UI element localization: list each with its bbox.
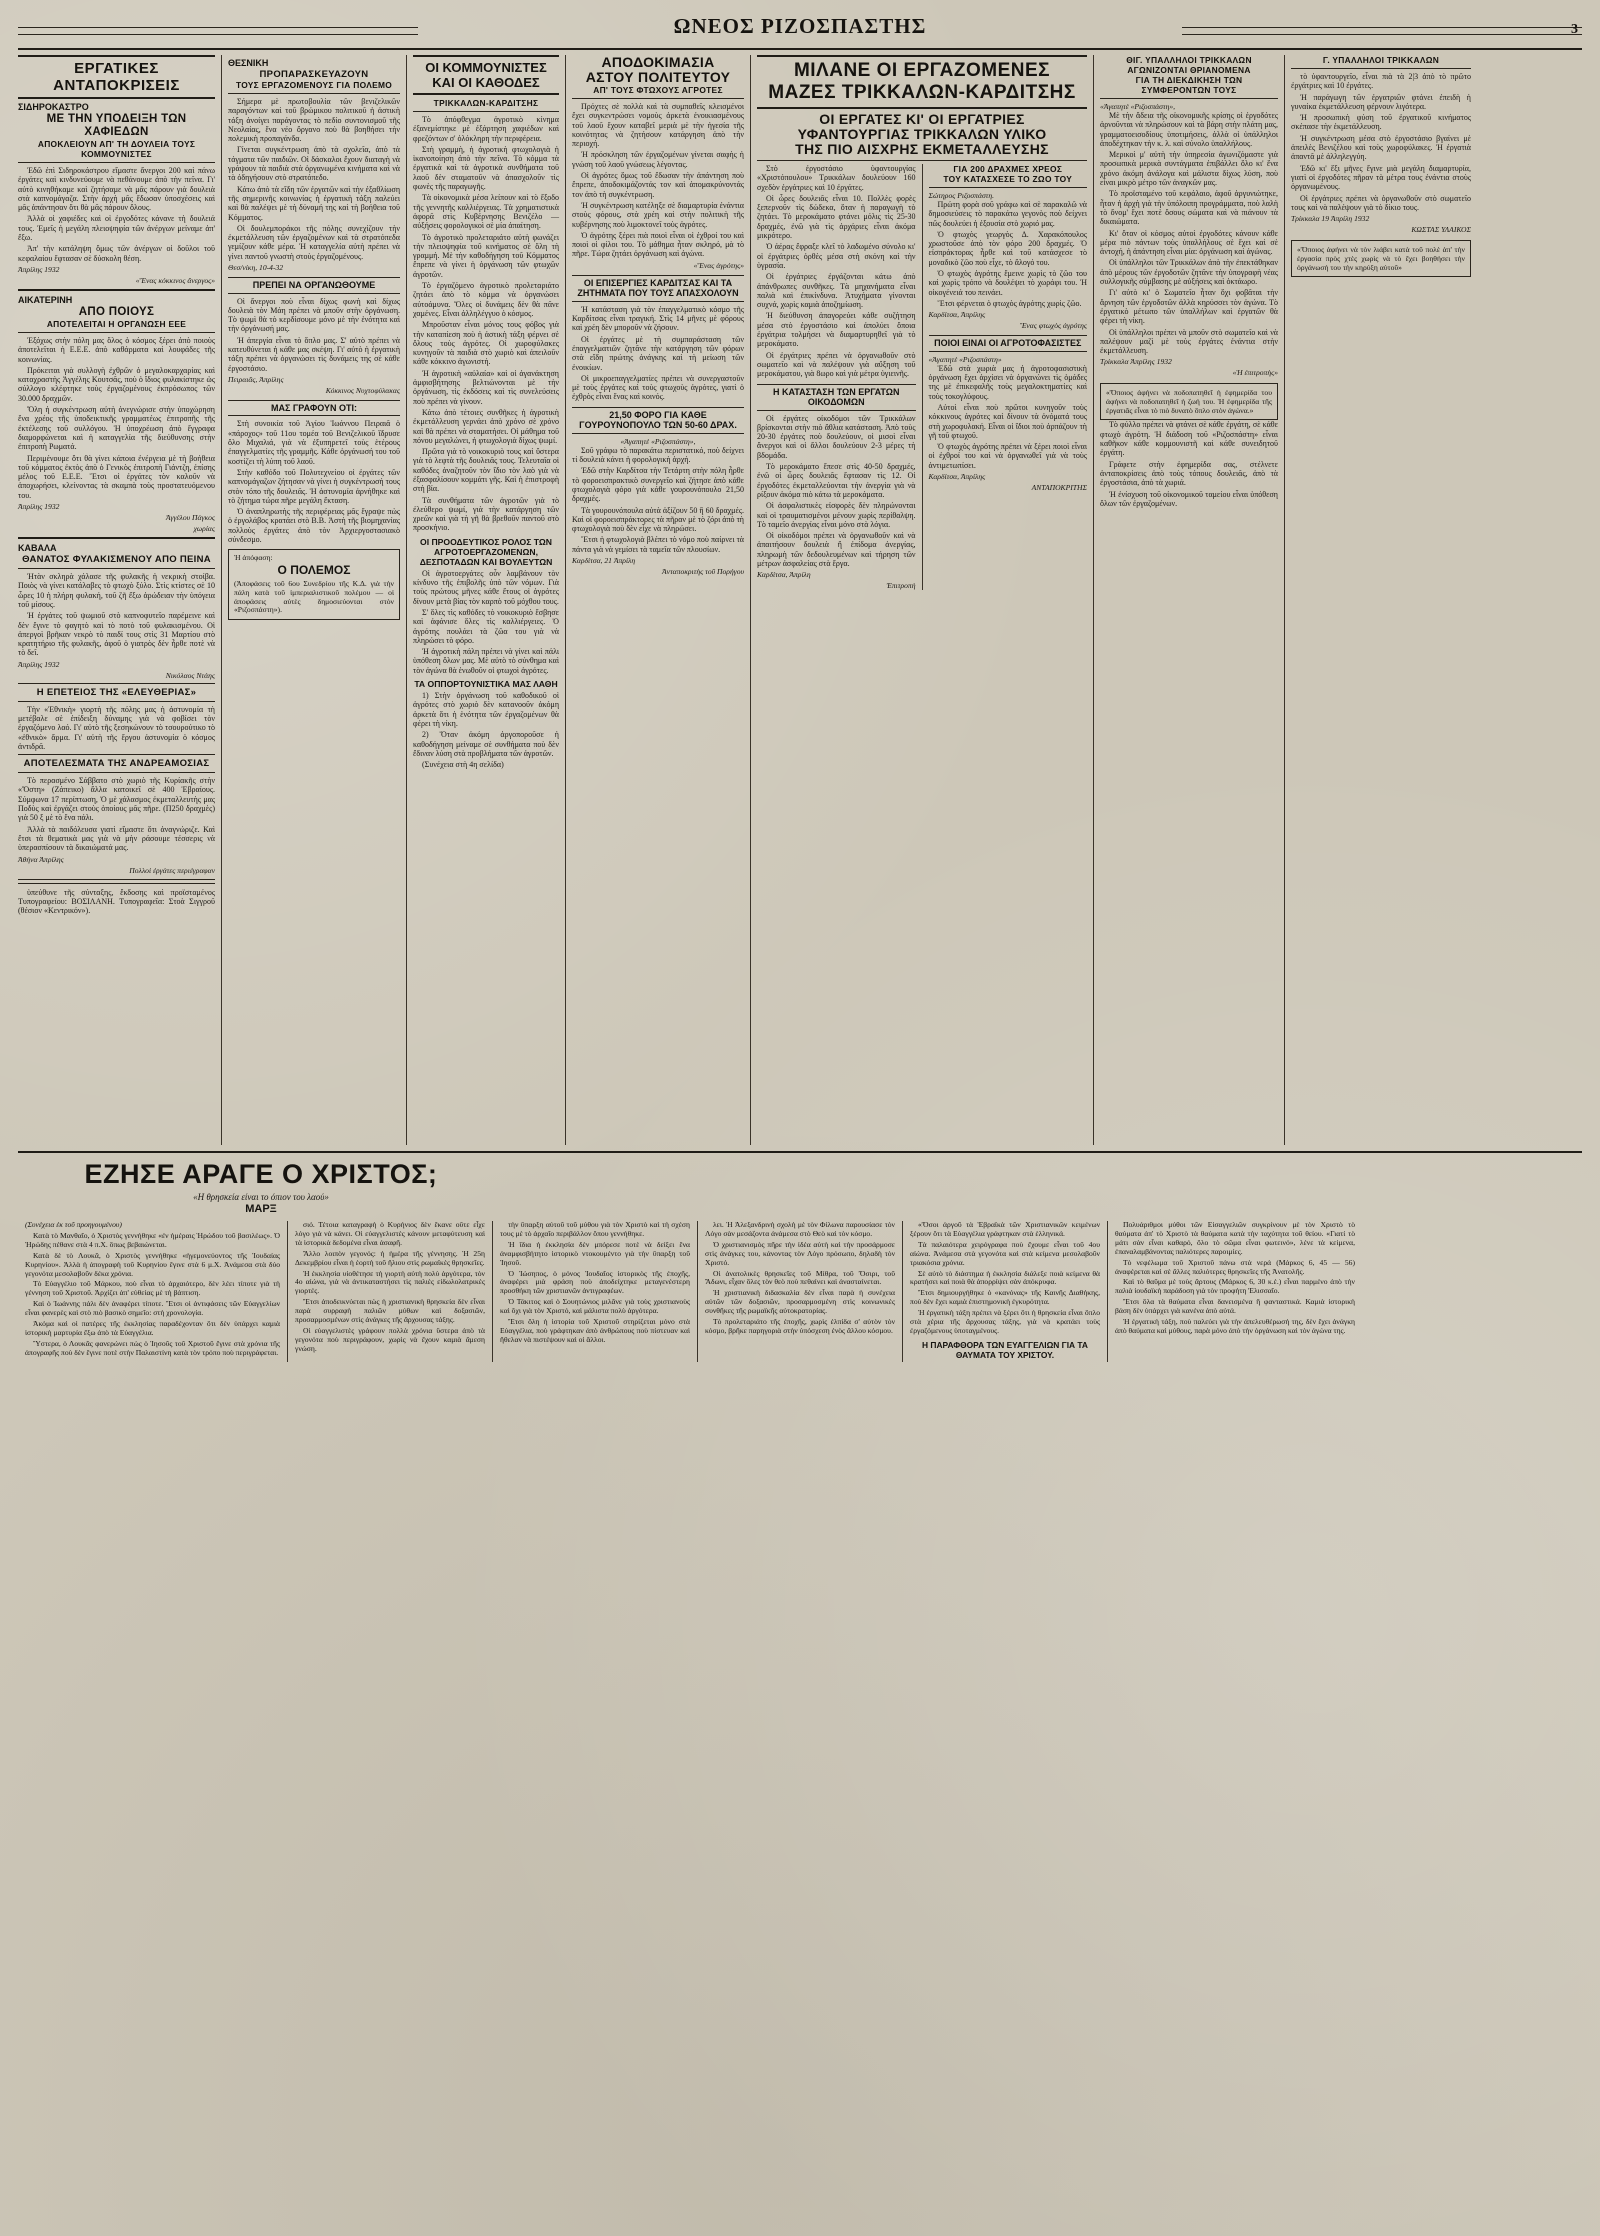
paragraph: Ἡ ἀγροτικὴ πάλη πρέπει νὰ γίνει καὶ πάλι ὑπόθεση ὅλων μας. Μὲ αὐτὸ τὸ σύνθημα καὶ τὸν ἀγώνα θὰ ἑνωθοῦν οἱ φτωχοὶ ἀγρότες. — [413, 647, 559, 675]
banner-working-masses: ΜΙΛΑΝΕ ΟΙ ΕΡΓΑΖΟΜΕΝΕΣ ΜΑΖΕΣ ΤΡΙΚΚΑΛΩΝ-ΚΑΡΔΙΤΣΗΣ — [757, 55, 1087, 109]
paragraph: Τὰ παλαιότερα χειρόγραφα ποὺ ἔχουμε εἶναι τοῦ 4ου αἰώνα. Ἀνάμεσα στὰ γεγονότα καὶ στὰ κείμενα μεσολαβοῦν τριακόσια χρόνια. — [910, 1239, 1100, 1267]
headline-b1a: ΠΡΟΠΑΡΑΣΚΕΥΑΖΟΥΝ — [259, 69, 369, 80]
paragraph: Ἔτσι δημιουργήθηκε ὁ «κανόνας» τῆς Καινῆς Διαθήκης, ποὺ δὲν ἔχει καμιὰ ἐπιστημονικὴ ἐγκυρότητα. — [910, 1288, 1100, 1307]
paragraph: τὸ ὑφαντουργεῖο, εἶναι πιὰ τὰ 2|3 ἀπὸ τὸ πρῶτο ἐργάτριες καὶ 10 ἐργάτες. — [1291, 72, 1471, 91]
divider — [18, 162, 215, 163]
letter-salutation: «Ἀγαπητὲ «Ριζοσπάστη», — [620, 436, 696, 446]
paragraph: Γίνεται συγκέντρωση ἀπὸ τὰ σχολεῖα, ἀπὸ τὰ τάγματα τῶν παιδιῶν. Οἱ δάσκαλοι ἔχουν διαταγὴ νὰ γράψουν τὰ παιδιὰ στὰ ὀργανωμένα κινήματα καὶ νὰ τὰ ὁδηγήσουν στὸ στρατόπεδο. — [228, 145, 400, 183]
article-signature: «Ἕνας κόκκινος ἄνεργος» — [135, 275, 215, 285]
banner-subtitle: ΤΡΙΚΚΑΛΩΝ-ΚΑΡΔΙΤΣΗΣ — [433, 98, 539, 108]
paragraph: Ἡ χριστιανικὴ διδασκαλία δὲν εἶναι παρὰ ἡ συνέχεια αὐτῶν τῶν δοξασιῶν, προσαρμοσμένη στὶς κοινωνικὲς συνθῆκες τῆς ρωμαϊκῆς αὐτοκρατορίας. — [705, 1288, 895, 1316]
paragraph: Οἱ ἐργάτριες ἐργάζονται κάτω ἀπὸ ἀπάνθρωπες συνθῆκες. Τὰ μηχανήματα εἶναι παλιὰ καὶ ἐπικίνδυνα. Ἀτυχήματα γίνονται συχνά, χωρὶς καμιὰ ἀποζημίωση. — [757, 272, 916, 310]
paragraph: Ἡ παράγωγη τῶν ἐργατριῶν φτάνει ἐπειδὴ ἡ γυναίκα ἐκμετάλλευση φέρνουν λιγότερα. — [1291, 92, 1471, 111]
feature-column-1 — [18, 1221, 287, 1362]
paragraph: Στὴ γραμμὴ, ἡ ἀγροτικὴ φτωχολογιὰ ἡ ἱκανοποίηση ἀπὸ τὴν πεῖνα. Τὸ κόμμα τὰ ἐργατικὰ καὶ τὰ ἀγροτικὰ συνθήματα τοῦ λαοῦ δὲν σταματοῦν νὰ ἀπασχολοῦν τὶς φωνὲς τῆς παραγωγῆς. — [413, 144, 559, 192]
paragraph: τὴν ὕπαρξη αὐτοῦ τοῦ μύθου γιὰ τὸν Χριστὸ καὶ τὴ σχέση τους μὲ τὸ ἀρχαῖο περιβάλλον ὅπου γεννήθηκε. — [500, 1220, 690, 1238]
headline-1b: ΑΠΟΚΛΕΙΟΥΝ ΑΠ' ΤΗ ΔΟΥΛΕΙΑ ΤΟΥΣ ΚΟΜΜΟΥΝΙΣΤΕΣ — [37, 139, 196, 159]
letter-salutation: «Ἀγαπητὲ «Ριζοσπάστη» — [928, 354, 1002, 364]
paragraph: Ὁ χριστιανισμὸς πῆρε τὴν ἰδέα αὐτὴ καὶ τὴν προσάρμοσε στὶς ἀνάγκες του, κάνοντας τὸν Λόγο πρόσωπο, δηλαδὴ τὸν Χριστό. — [705, 1239, 895, 1267]
paragraph: Πολυάριθμοι μύθοι τῶν Εἰσαγγελιῶν συγκρίνουν μὲ τὸν Χριστὸ τὸ θαύματα ἀπ' τὸ Χριστὸ τὰ θαύματα κατὰ τὴν ταχύτητα τοῦ θείου. «Γιατί τὸ μάτι σὰν εἶναι καθαρό, ὅλο τὸ σῶμα εἶναι φωτεινό», λένε τὰ κείμενα, ἐπαναλαμβάνοντας παλιότερες παροιμίες. — [1115, 1220, 1355, 1256]
column-trikala-karditsa-main — [750, 55, 1093, 1145]
paragraph: Οἱ ὑπάλληλοι πρέπει νὰ μποῦν στὸ σωματεῖο καὶ νὰ παλέψουν μαζὶ μὲ τοὺς ἐργάτες ἐνάντια στὴν ἐκμετάλλευση. — [1100, 327, 1278, 356]
headline-b1b: ΤΟΥΣ ΕΡΓΑΖΟΜΕΝΟΥΣ ΓΙΑ ΠΟΛΕΜΟ — [235, 80, 393, 90]
paragraph: Τὸ μεροκάματο ἔπεσε στὶς 40-50 δραχμές, ἐνῶ οἱ ὧρες δουλειᾶς ἔφτασαν τὶς 12. Οἱ ἐργοδότες ἐκμεταλλεύονται τὴν ἀνεργία γιὰ νὰ ρίξουν ἀκόμα πιὸ κάτω τὰ μεροκάματα. — [757, 462, 916, 499]
article-date: Ἀθήνα Ἀπρίλης — [18, 854, 64, 864]
paragraph: Οἱ ἄνεργοι ποὺ εἶναι δίχως φωνὴ καὶ δίχως δουλειὰ τὸν Μάη πρέπει νὰ μποῦν στὴν ὀργάνωση. Τὸ ψωμὶ θὰ τὸ κερδίσουμε μόνο μὲ τὴν ἑνότητα καὶ τὴν ὀργάνωσή μας. — [228, 296, 400, 334]
paragraph: Ἡ ἐνίσχυση τοῦ οἰκονομικοῦ ταμείου εἶναι ὑπόθεση ὅλων τῶν ἐργαζομένων. — [1100, 489, 1278, 508]
column-worker-correspondence — [18, 55, 221, 1145]
feature-section — [18, 1151, 1582, 1362]
paragraph: Ἡ ἐργατικὴ τάξη, ποὺ παλεύει γιὰ τὴν ἀπελευθέρωσή της, δὲν ἔχει ἀνάγκη ἀπὸ θαύματα καὶ μύθους, παρὰ μόνο ἀπὸ τὴν ὀργάνωση καὶ τὸν ἀγώνα της. — [1115, 1317, 1355, 1335]
paragraph: Καὶ ὁ Ἰωάννης πάλι δὲν ἀναφέρει τίποτε. Ἔτσι οἱ ἀντιφάσεις τῶν Εὐαγγελίων εἶναι φανερὲς καὶ στὸ πιὸ βασικὸ σημεῖο: στὴ χρονολογία. — [25, 1299, 280, 1318]
feature-caption: Η ΠΑΡΑΦΘΟΡΑ ΤΩΝ ΕΥΑΓΓΕΛΙΩΝ ΓΙΑ ΤΑ ΘΑΥΜΑΤΑ ΤΟΥ ΧΡΙΣΤΟΥ. — [922, 1339, 1088, 1360]
headline-3: ΘΑΝΑΤΟΣ ΦΥΛΑΚΙΣΜΕΝΟΥ ΑΠΟ ΠΕΙΝΑ — [22, 554, 211, 566]
column-trikala-employees-cont — [1284, 55, 1471, 1145]
paragraph: Ὁ Ἰώσηπος, ὁ μόνος Ἰουδαῖος ἱστορικὸς τῆς ἐποχῆς, ἀναφέρει μιὰ φράση ποὺ ἀποδείχτηκε μεταγενέστερη προσθήκη τῶν χριστιανῶν ἀντιγραφέων. — [500, 1268, 690, 1296]
paragraph: Πρώτη φορὰ σοῦ γράφω καὶ σὲ παρακαλῶ νὰ δημοσιεύσεις τὸ παρακάτω γεγονὸς ποὺ δείχνει πῶς δουλεύει ἡ ἐξουσία στὸ χωριό μας. — [928, 200, 1087, 228]
paragraph: Οἱ μικροεπαγγελματίες πρέπει νὰ συνεργαστοῦν μὲ τοὺς ἐργάτες καὶ τοὺς φτωχοὺς ἀγρότες, γιατὶ ὁ ἐχθρὸς εἶναι ἕνας καὶ κοινός. — [572, 373, 744, 402]
paragraph: Κατὰ τὸ Μανθαῖο, ὁ Χριστὸς γεννήθηκε «ἐν ἡμέραις Ἡρώδου τοῦ βασιλέως». Ὁ Ἡρώδης πέθανε στὰ 4 π.Χ. ὅπως βεβαιώνεται. — [25, 1230, 280, 1249]
paragraph: Καὶ τὸ θαῦμα μὲ τοὺς ἄρτους (Μάρκος 6, 30 κ.ἑ.) εἶναι παρμένο ἀπὸ τὴν παλιὰ ἰουδαϊκὴ παράδοση γιὰ τὸν προφήτη Ἐλισσαῖο. — [1115, 1277, 1355, 1296]
paragraph: Ἡ ἀγροτικὴ «αὐλαία» καὶ οἱ ἀγανάκτηση ἀμφισβήτησης βελτιώνονται μὲ τὴν ὀργάνωση, τὶς ἐκδόσεις καὶ τὶς συνελεύσεις ποὺ πρέπει νὰ γίνουν. — [413, 368, 559, 406]
paragraph: Οἱ ὑπάλληλοι τῶν Τρικκάλων ἀπὸ τὴν ἐπεκτάθηκαν ἀπὸ μέρους τῶν ἐργοδοτῶν ζητᾶνε τὴν ὑπογραφὴ νέας συλλογικῆς σύμβασης μὲ αὐξήσεις καὶ ὀκτάωρο. — [1100, 258, 1278, 287]
paragraph: Ἔτσι φέρνεται ὁ φτωχὸς ἀγρότης χωρὶς ζῶο. — [937, 298, 1082, 308]
divider — [18, 879, 215, 884]
article-signature: Κόκκινος Νυχτοφύλακας — [325, 385, 400, 395]
letter-salutation: «Ἀγαπητὲ «Ριζοσπάστη», — [1100, 102, 1176, 111]
headline-e1b: ΥΦΑΝΤΟΥΡΓΙΑΣ ΤΡΙΚΚΑΛΩΝ ΥΛΙΚΟ — [797, 126, 1047, 142]
paragraph: Οἱ οἰκοδόμοι πρέπει νὰ ὀργανωθοῦν καὶ νὰ ἀπαιτήσουν δουλειὰ ἢ ἐπίδομα ἀνεργίας, πληρωμὴ τῶν δεδουλευμένων καὶ τήρηση τῶν μέτρων ἀσφαλείας στὰ ἔργα. — [757, 531, 916, 568]
divider — [18, 289, 215, 291]
article-date: Καρδίτσα, Ἀπρίλης — [928, 310, 986, 320]
headline-2b: ΑΠΟΤΕΛΕΙΤΑΙ Η ΟΡΓΑΝΩΣΗ ΕΕΕ — [46, 318, 187, 329]
divider — [572, 98, 744, 99]
paragraph: λει. Ἡ Ἀλεξανδρινὴ σχολὴ μὲ τὸν Φίλωνα παρουσίασε τὸν Λόγο σὰν μεσάζοντα ἀνάμεσα στὸ Θεὸ καὶ τὸν κόσμο. — [705, 1220, 895, 1238]
paragraph: Στὴ συνοικία τοῦ Ἁγίου Ἰωάννου Πειραιᾶ ὁ «πάροχος» τοῦ 11ου τομέα τοῦ Βενιζελικοῦ ἵδρυσε ὄλο Μιχαλιά, γιὰ νὰ ἐξυπηρετεῖ τοὺς ἑτέρους ἐπαγγελματίες τῆς γραμμῆς. Κάθε ὀργάνωσή του τοῦ κοστίζει τὴ λύπη τοῦ λαοῦ. — [228, 419, 400, 466]
paragraph: Ἀπ' τὴν κατάληψη ὅμως τῶν ἀνέργων οἱ δοῦλοι τοῦ κεφαλαίου ἔφτασαν σὲ δύσκολη θέση. — [18, 244, 215, 263]
masthead-title: ΩΝΕΟΣ ΡΙΖΟΣΠΑΣΤΗΣ — [673, 14, 927, 38]
divider — [18, 701, 215, 702]
paragraph: Ἐδῶ στὴν Καρδίτσα τὴν Τετάρτη στὴν πόλη ἦρθε τὸ φοροεισπρακτικὸ συνεργεῖο καὶ ζήτησε ἀπὸ κάθε φτωχολογιὰ φόρο γιὰ κάθε γουρουνόπουλο 21,50 δραχμές. — [572, 466, 744, 504]
headline-f1a: ΘΙΓ. ΥΠΑΛΛΗΛΟΙ ΤΡΙΚΚΑΛΩΝ — [1126, 55, 1252, 65]
paragraph: Τὸ ἀγροτικὸ προλεταριάτο αὐτὴ φωνάζει τὴν πλειοψηφία τοῦ κινήματος σὲ ὅλη τὴ γραμμή. Μὲ τὴν καθοδήγηση τοῦ Κόμματος ἔπρεπε νὰ γίνει ἡ ὀργάνωση τῶν φτωχῶν ἀγροτῶν. — [413, 232, 559, 279]
paragraph: Ἐξόχως στὴν πόλη μας ὅλος ὁ κόσμος ξέρει ἀπὸ ποιοὺς ἀποτελεῖται ἡ Ε.Ε.Ε. ἀπὸ καθάρματα καὶ λουφάδες τῆς κοινωνίας. — [18, 335, 215, 364]
article-signature: Ἀγγέλου Πάγκος — [165, 513, 215, 523]
divider — [18, 683, 215, 684]
headline-b3: ΜΑΣ ΓΡΑΦΟΥΝ ΟΤΙ: — [228, 400, 400, 417]
headline-d2-karditsa-professionals: ΟΙ ΕΠΙΣΕΡΓΙΕΣ ΚΑΡΔΙΤΣΑΣ ΚΑΙ ΤΑ ΖΗΤΗΜΑΤΑ ΠΟΥ ΤΟΥΣ ΑΠΑΣΧΟΛΟΥΝ — [572, 275, 744, 302]
paragraph: Ἐδῶ στὰ χωριὰ μας ἡ ἀγροτοφασιστικὴ ὀργάνωση ἔχει ἀρχίσει νὰ ὀργανώνει τὶς ὁμάδες της μὲ ἐπικεφαλῆς τοὺς μεγαλοκτηματίες καὶ τοὺς τοκογλύφους. — [928, 363, 1087, 401]
paragraph: Ὁ ἀέρας ἔφραξε κλεῖ τὸ λαδωμένο σύνολο κι' οἱ ἐργάτριες ὀρθὲς μέσα στὴ σκόνη καὶ τὴν ὑγρασία. — [757, 242, 916, 270]
paragraph: Κι' ὅταν οἱ κόσμος αὐτοὶ ἐργοδότες κάνουν κάθε μέρα πιὸ πάντων τοὺς ὑπαλλήλους σὲ ἔχει καὶ σὲ ἀντοχή, ἡ ἀπάντηση εἶναι μία: ὀργάνωση καὶ ἀγώνας. — [1100, 228, 1278, 257]
subcolumn-left — [757, 164, 922, 590]
letter-salutation: Σώτηρος Ριζοσπάστη. — [928, 191, 995, 200]
paragraph: Οἱ ἐργάτριες πρέπει νὰ ὀργανωθοῦν στὸ σωματεῖο τους καὶ νὰ παλέψουν γιὰ τὸ δίκιο τους. — [1291, 193, 1471, 212]
paragraph: Μπροῦσταν εἶναι μόνος τους φόβος γιὰ τὴν καταπίεση ποὺ ἡ ἀστικὴ τάξη φέρνει σὲ ὅλους τοὺς ἀγρότες. Οἱ χωροφύλακες κυνηγοῦν τὰ παιδιὰ στὸ χωριὸ καὶ ἀπειλοῦν κάθε κόκκινο ἀγωνιστή. — [413, 320, 559, 367]
paragraph: Ἡ προσωπικὴ φύση τοῦ ἐργατικοῦ κινήματος σκέπασε τὴν ἐκμετάλλευση. — [1291, 113, 1471, 132]
paragraph: Σὲ αὐτὸ τὸ διάστημα ἡ ἐκκλησία διάλεξε ποιὰ κείμενα θὰ κρατήσει καὶ ποιὰ θὰ ἀπορρίψει σὰν ἀπόκρυφα. — [910, 1268, 1100, 1287]
paragraph: Τὸ Εὐαγγέλιο τοῦ Μάρκου, ποὺ εἶναι τὸ ἀρχαιότερο, δὲν λέει τίποτε γιὰ τὴ γέννηση τοῦ Χριστοῦ. Ἀρχίζει ἀπ' εὐθείας μὲ τὴ βάπτιση. — [25, 1279, 280, 1298]
divider — [1100, 98, 1278, 99]
article-signature: «Ἡ ἐπιτροπὴς» — [1232, 368, 1278, 378]
paragraph: Οἱ ἀγροτοεργάτες οὖν λαμβάνουν τὸν κίνδυνο τῆς ἐπιβολῆς ὑπὸ τῶν νόμων. Γιὰ τοὺς πρώτους μῆνες κάθε ἔτους οἱ ἀγρότες δίνουν μετὰ βίας τὸν καρπὸ τοῦ μόχθου τους. — [413, 568, 559, 606]
paragraph: Γι' αὐτὸ κι' ὁ Σωματεῖο ἦταν ὅχι φοβᾶται τὴν ἄρνηση τῶν ἐργοδοτῶν ἀλλὰ κηρύσσει τὸν ἀγώνα. Τὸ ἐργατικὸ μέτωπο τῶν ὑπαλλήλων καὶ ἐργατῶν θὰ φέρει τὴ νίκη. — [1100, 288, 1278, 326]
box-paper-appeal — [1100, 383, 1278, 420]
paragraph: Οἱ ἐργάτριες πρέπει νὰ ὀργανωθοῦν στὸ σωματεῖο καὶ νὰ παλέψουν γιὰ αὔξηση τοῦ μεροκάματου, γιὰ 8ωρο καὶ γιὰ μέτρα ὑγιεινῆς. — [757, 350, 916, 379]
feature-column-6 — [1107, 1221, 1362, 1362]
dateline-thessaloniki: ΘΕΣΝΙΚΗ — [228, 58, 269, 68]
paragraph: Οἱ εὐαγγελιστὲς γράφουν πολλὰ χρόνια ὕστερα ἀπὸ τὰ γεγονότα ποὺ περιγράφουν, χωρὶς νὰ ἔχουν καμιὰ ἄμεση γνώση. — [295, 1325, 485, 1353]
paragraph: Σοῦ γράφω τὸ παρακάτω περιστατικό, ποὺ δείχνει τί δουλειὰ κάνει ἡ φορολογικὴ ἀρχή. — [572, 445, 744, 465]
feature-column-5 — [902, 1221, 1107, 1362]
article-signature: Νικόλαος Ντάης — [165, 670, 215, 680]
paragraph: Ὁ φτωχὸς ἀγρότης ἔμεινε χωρὶς τὸ ζῶο του καὶ χωρὶς τρόπο νὰ δουλέψει τὸ χωράφι του. Ἡ οἰκογένειά του πεινάει. — [928, 269, 1087, 297]
article-date: Θεσ/νίκη, 10-4-32 — [228, 263, 284, 273]
divider — [413, 111, 559, 112]
paragraph: Ἡ ἀπεργία εἶναι τὸ ὅπλο μας. Σ' αὐτὸ πρέπει νὰ κατευθύνεται ἡ κάθε μας σκέψη. Γι' αὐτὸ ἡ ἐργατικὴ τάξη πρέπει νὰ ὀργανώσει τὶς δυνάμεις της σὲ κάθε ἐργοστάσιο. — [228, 335, 400, 373]
paragraph: Ἔτσι ὅλα τὰ θαύματα εἶναι δανεισμένα ἢ φανταστικά. Καμιὰ ἱστορικὴ βάση δὲν ὑπάρχει γιὰ κανένα ἀπὸ αὐτά. — [1115, 1297, 1355, 1316]
column-communists-kathodes — [406, 55, 565, 1145]
paragraph: Ἡ ἐκκλησία υἱοθέτησε τὴ γιορτὴ αὐτὴ πολὺ ἀργότερα, τὸν 4ο αἰώνα, γιὰ νὰ ἀντικαταστήσει τὶς παλιὲς εἰδωλολατρικὲς γιορτές. — [295, 1268, 485, 1296]
paragraph: Τὸ περασμένο Σάββατο στὸ χωριὸ τῆς Κυρίακῆς στὴν «Ὄστη» (Ζάπεικο) ἄλλα κατοικεῖ σὲ 400 Ἑβραίους. Σύμφωνα 17 περίπτωση, Ὁ μὲ χάλασμος ἐκμεταλλευτὴς μας Ποδὺς καὶ ἐργάζει στοὺς ὁποίους μᾶς πῆρε. (Π250 δραχμὲς) γιὰ 50 ξ μὲ τὸ ἕνα πάλι. — [18, 776, 215, 823]
continuation-note: (Συνέχεια στὴ 4η σελίδα) — [422, 760, 504, 770]
headline-f1c: ΓΙΑ ΤΗ ΔΙΕΚΔΙΚΗΣΗ ΤΩΝ ΣΥΜΦΕΡΟΝΤΩΝ ΤΟΥΣ — [1135, 75, 1243, 95]
paragraph: Ἡ συγκέντρωση μέσα στὸ ἐργοστάσιο βγαίνει μὲ ἀπειλὲς Βενιζέλου καὶ τοὺς χωροφύλακες. Ἡ ἐργατιὰ ἀπαντᾶ μὲ ἀλληλεγγύη. — [1291, 133, 1471, 162]
paragraph: Τὰ γουρουνόπουλα αὐτὰ ἀξίζουν 50 ἢ 60 δραχμές. Καὶ οἱ φοροεισπράκτορες τὰ πῆραν μὲ τὸ ζόρι ἀπὸ τὴ φτωχολογιὰ ποὺ δὲν εἶχε νὰ πληρώσει. — [572, 505, 744, 534]
paragraph: Οἱ δουλεμποράκοι τῆς πόλης συνεχίζουν τὴν ἐκμετάλλευση τῶν ἐργαζομένων καὶ τὰ στρατόπεδα γεμίζουν κάθε μέρα. Ἡ καταγγελία αὐτὴ πρέπει νὰ γίνει παντοῦ γνωστὴ στοὺς ἐργαζομένους. — [228, 223, 400, 261]
paragraph: Κάτω ἀπὸ τέτοιες συνθῆκες ἡ ἀγροτικὴ ἐκμετάλλευση γερνάει ἀπὸ χρόνο σὲ χρόνο καὶ θὰ πρέπει νὰ σταματήσει. Οἱ μάθημα τοῦ πόνου μεγαλώνει, ἡ φτωχολογιὰ δίχως ψωμί. — [413, 407, 559, 445]
article-date: Τρίκκαλα Ἀπρίλης 1932 — [1100, 357, 1172, 367]
paragraph: Οἱ ἀσφαλιστικὲς εἰσφορὲς δὲν πληρώνονται καὶ οἱ τραυματισμένοι μένουν χωρὶς περίθαλψη. Τὸ ταμεῖο ἀνεργίας εἶναι μόνο στὰ λόγια. — [757, 501, 916, 529]
paragraph: Ἡ ἴδια ἡ ἐκκλησία δὲν μπόρεσε ποτὲ νὰ δείξει ἕνα ἀναμφισβήτητο ἱστορικὸ ντοκουμέντο γιὰ τὴν ὕπαρξη τοῦ Ἰησοῦ. — [500, 1239, 690, 1267]
paragraph: Ἔτσι ἡ φτωχολογιὰ βλέπει τὸ νόμο ποὺ παίρνει τὰ πάντα γιὰ νὰ γεμίσει τὰ ταμεῖα τῶν πλουσίων. — [572, 535, 744, 554]
column-apodokimasia — [565, 55, 750, 1145]
article-date: Καρδίτσα, 21 Ἀπρίλη — [572, 555, 636, 565]
paragraph: Αὐτοὶ εἶναι ποὺ πρῶτοι κυνηγοῦν τοὺς κόκκινους ἀγρότες καὶ δίνουν τὰ ὀνόματά τους στὴ χωροφυλακή. Εἶναι οἱ ἴδιοι ποὺ ἁρπάζουν τὴ γῆ τοῦ φτωχοῦ. — [928, 402, 1087, 440]
article-signature: Ἀνταποκριτὴς τοῦ Πορήγου — [661, 566, 744, 576]
paragraph: Ἡ πρόσκληση τῶν ἐργαζομένων γίνεται σαφὴς ἡ γνώση τοῦ λαοῦ γνώσεως λέγοντας. — [572, 150, 744, 169]
feature-columns — [18, 1221, 1582, 1362]
paragraph: 1) Στὴν ὀργάνωση τοῦ καθοδικοῦ οἱ ἀγρότες στὸ χωριὸ δὲν κατανοοῦν ἀκόμη ἀρκετὰ ὅτι ἡ ἑνότητα τῶν ἐργαζομένων θὰ φέρει τὴ νίκη. — [413, 691, 559, 728]
paragraph: Τὸ προλεταριάτο τῆς ἐποχῆς, χωρὶς ἐλπίδα σ' αὐτὸν τὸν κόσμο, βρῆκε παρηγοριὰ στὴν ὑπόσχεση ἑνὸς ἄλλου κόσμου. — [705, 1317, 895, 1335]
top-section — [18, 55, 1582, 1145]
headline-f1b: ΑΓΩΝΙΖΟΝΤΑΙ ΘΡΙΑΝΟΜΕΝΑ — [1127, 65, 1251, 75]
paragraph: Τὸ προϊσταμένο τοῦ κεφάλαιο, ἀφοῦ ἀργυνιώτηκε, ἦταν ἡ ἀρχὴ γιὰ τὴν ὑπόλοιπη προγράμματα, ποὺ λαλὴ τὸ ὄνομ' ἔχει ποτὲ ὅσους σώματα καὶ νὰ πιάνουν τὰ δικαιώματα. — [1100, 189, 1278, 227]
column-thessaloniki — [221, 55, 406, 1145]
dateline-sidirokastro: ΣΙΔΗΡΟΚΑΣΤΡΟ — [18, 102, 89, 112]
box-title: Ο ΠΟΛΕΜΟΣ — [277, 563, 351, 578]
headline-g1: Γ. ΥΠΑΛΛΗΛΟΙ ΤΡΙΚΚΑΛΩΝ — [1322, 55, 1440, 65]
headline-e1c: ΤΗΣ ΠΙΟ ΑΙΣΧΡΗΣ ΕΚΜΕΤΑΛΛΕΥΣΗΣ — [795, 141, 1049, 157]
headline-e1a: ΟΙ ΕΡΓΑΤΕΣ ΚΙ' ΟΙ ΕΡΓΑΤΡΙΕΣ — [819, 111, 1025, 127]
headline-1a: ΜΕ ΤΗΝ ΥΠΟΔΕΙΞΗ ΤΩΝ ΧΑΦΙΕΔΩΝ — [46, 113, 187, 138]
box-note: Ἡ ἀπόφαση: — [234, 553, 273, 563]
masthead-rule-left — [18, 27, 418, 35]
subheading-role-of-agroworkers: ΟΙ ΠΡΟΟΔΕΥΤΙΚΟΣ ΡΟΛΟΣ ΤΩΝ ΑΓΡΟΤΟΕΡΓΑΖΟΜΕΝΩΝ, ΔΕΣΠΟΤΑΔΩΝ ΚΑΙ ΒΟΥΛΕΥΤΩΝ — [419, 536, 553, 567]
page-number: 3 — [1571, 22, 1578, 37]
paragraph: Ὁ φτωχὸς γεωργὸς Δ. Χαρακόπουλος χρωστοῦσε ἀπὸ τὸν φόρο 200 δραχμές. Ὁ εἰσπράκτορας ἦρθε καὶ τοῦ κατάσχεσε τὸ μοναδικὸ ζῶο ποὺ εἶχε, τὸ ἄλογό του. — [928, 229, 1087, 267]
paragraph: Τὰ συνθήματα τῶν ἀγροτῶν γιὰ τὸ ἐλεύθερο ψωμί, γιὰ τὴν κατάργηση τῶν χρεῶν καὶ γιὰ τὴ γῆ θὰ βρεθοῦν παντοῦ στὸ προσκήνιο. — [413, 495, 559, 533]
paragraph: Ἀκόμα καὶ οἱ πατέρες τῆς ἐκκλησίας παραδέχονταν ὅτι δὲν ὑπάρχει καμιὰ ἱστορικὴ μαρτυρία ἔξω ἀπὸ τὰ Εὐαγγέλια. — [25, 1319, 280, 1337]
paragraph: Οἱ ἀγρότες ὅμως τοῦ ἔδωσαν τὴν ἀπάντηση ποὺ ἔπρεπε, ἀποδοκιμάζοντάς τον καὶ ἀπομακρύνοντάς τον ἀπὸ τὴ συγκέντρωση. — [572, 171, 744, 199]
article-signature: Πολλοὶ ἐργάτες περιέγραφαν — [129, 865, 215, 875]
paragraph: Τὰ οἰκονομικὰ μέσα λείπουν καὶ τὸ ἔξοδο τῆς γεννητῆς καλλιέργειας. Τὰ χρηματιστικὰ ἀφορᾶ στὶς Κυβέρνησης Βενιζέλο — αὐξήσεις φορολογικοὶ σὲ μία ἀπαίτηση. — [413, 193, 559, 231]
paragraph: Σ' ὅλες τὶς καθόδες τὸ νοικοκυριὸ ἔσβησε καὶ ἀφάνισε ὅλες τὶς καλλιέργειες. Ὁ ἀγρότης πουλάει τὰ ζῶα του γιὰ νὰ πληρώσει τὸ φόρο. — [413, 607, 559, 645]
paragraph: Τὸ ἀπόφθεγμα ἀγροτικὸ κίνημα ἐξανεμίστηκε μὲ ἐξάρτηση χαφιέδων καὶ φρεζόντων σ' ὁλόκληρη τὴν περιφέρεια. — [413, 115, 559, 143]
article-signature: Ἕνας φτωχὸς ἀγρότης — [1019, 321, 1087, 331]
article-date: Ἀπρίλης 1932 — [18, 502, 60, 512]
article-signature: «Ἕνας ἀγρότης» — [693, 260, 744, 270]
paragraph: Πρόχτες σὲ πολλὰ καὶ τὰ συμπαθεῖς κλεισμένοι ἔχει συγκεντρώσει νομοὺς ἀρκετὰ ἐνοικιασμένους τοῦ λαοῦ ἔχουν καταβεῖ μεριὰ μὲ τὴν ἡγεσία τῆς κοινότητας νὰ ζητήσουν κατάργηση ἀπὸ τὴν περιοχή. — [572, 102, 744, 149]
paragraph: Ἡ ἐργάτες τοῦ ψωμιοῦ στὸ καπνοφυτεῖο παρέμεινε καὶ δὲν ἔγινε τὸ φαγητὸ καὶ τὸ ποτὸ τοῦ φυλακισμένου. Οἱ ἀπεργοὶ βρῆκαν νεκρὸ τὸ παιδί τους στὶς 31 Μαρτίου στὸ κρατητήριο τῆς φυλακῆς, ἀφοῦ ὁ γιατρὸς δὲν ἦρθε ποτὲ νὰ τὸ δεῖ. — [18, 611, 215, 658]
headline-2a: ΑΠΟ ΠΟΙΟΥΣ — [78, 305, 155, 318]
box-appeal-g — [1291, 240, 1471, 277]
paragraph: Τὴν «Ἐθνικὴ» γιορτὴ τῆς πόλης μας ἡ ἀστυνομία τὴ μετέβαλε σὲ ἐπίδειξη δύναμης γιὰ νὰ φοβίσει τὸν ἐργαζόμενο λαό. Γι' αὐτὸ τῆς ξεσηκώνουν τὸ τσουρούτικο τὸ «ἐθνικὸ» ἄρμα. Γι' αὐτὴ τῆς ἔργου ἀστυνομία ὁ κόσμος ἀντιδρᾶ. — [18, 704, 215, 751]
headline-e3a: ΓΙΑ 200 ΔΡΑΧΜΕΣ ΧΡΕΟΣ — [953, 164, 1063, 174]
divider — [18, 568, 215, 569]
paragraph: Ἡ συγκέντρωση κατέληξε σὲ διαμαρτυρία ἐνάντια στοὺς φόρους, στὰ χρέη καὶ στὴν πολιτικὴ τῆς κυβέρνησης ποὺ λιμοκτονεῖ τοὺς ἀγρότες. — [572, 200, 744, 229]
paragraph: Ὁ Τάκιτος καὶ ὁ Σουητώνιος μιλᾶνε γιὰ τοὺς χριστιανοὺς καὶ ὄχι γιὰ τὸν Χριστό, καὶ μάλιστα πολὺ ἀργότερα. — [500, 1297, 690, 1316]
article-date: Καρδίτσα, Ἀπρίλης — [928, 472, 986, 482]
column-private-employees — [1093, 55, 1284, 1145]
divider — [757, 160, 1087, 161]
paragraph: 2) Ὅταν ἀκόμη ἀργοποροῦσε ἡ καθοδήγηση μείναμε σὲ συνθήματα ποὺ δὲν ἔδιναν λύση στὰ προβλήματα τῶν ἀγροτῶν. — [413, 730, 559, 758]
paragraph: Ἔτσι ἀποδεικνύεται πὼς ἡ χριστιανικὴ θρησκεία δὲν εἶναι παρὰ συρραφὴ παλιῶν μύθων καὶ δοξασιῶν, προσαρμοσμένων στὶς ἀνάγκες τῆς ἄρχουσας τάξης. — [295, 1297, 485, 1325]
paragraph: Ὕστερα, ὁ Λουκᾶς φανερώνει πὼς ὁ Ἰησοῦς τοῦ Χριστοῦ ἔγινε στὰ χρόνια τῆς ἀπογραφῆς ποὺ δὲν ἔγινε ποτὲ στὴν Παλαιστίνη κατὰ τὸν τρόπο ποὺ περιγράφεται. — [25, 1338, 280, 1357]
paragraph: Κατὰ δὲ τὸ Λουκᾶ, ὁ Χριστὸς γεννήθηκε «ἡγεμονεύοντος τῆς Ἰουδαίας Κυρηνίου». Ἀλλὰ ἡ ἀπογραφὴ τοῦ Κυρηνίου ἔγινε στὰ 6 μ.Χ. Ἀνάμεσα στὰ δύο γεγονότα μεσολαβοῦν δέκα χρόνια. — [25, 1250, 280, 1278]
paragraph: Στὸ ἐργοστάσιο ὑφαντουργίας «Χριστόπουλου» Τρικκάλων δουλεύουν 160 σχεδὸν ἐργάτριες καὶ 10 ἐργάτες. — [757, 164, 916, 192]
paragraph: Ἡ ἐργατικὴ τάξη πρέπει νὰ ξέρει ὅτι ἡ θρησκεία εἶναι ὅπλο στὰ χέρια τῆς ἄρχουσας τάξης, γιὰ νὰ κρατάει τοὺς ἐργαζόμενους ὑποταγμένους. — [910, 1308, 1100, 1335]
paragraph: Οἱ ἀνατολικὲς θρησκεῖες τοῦ Μίθρα, τοῦ Ὄσιρι, τοῦ Ἄδωνι, εἶχαν ὅλες τὸν θεὸ ποὺ πεθαίνει καὶ ἀνασταίνεται. — [705, 1268, 895, 1287]
paragraph: Πρόκειται γιὰ συλλογὴ ἐχθρῶν ὁ μεγαλοκαρχαρίας καὶ καταχραστὴς Ἀγγέλης Κουτσᾶς, ποὺ ὁ ἴδιος φυλακίστηκε ὡς σύλλογο κλέφτηκε τοὺς ἐργαζομένους ἐκπρόσωπος τῶν 30.000 δραχμῶν. — [18, 365, 215, 403]
continuation-note: (Συνέχεια ἐκ τοῦ προηγουμένου) — [25, 1220, 122, 1229]
paragraph: Γράφετε στὴν ἐφημερίδα σας, στέλνετε ἀνταποκρίσεις ἀπὸ τοὺς τόπους δουλειᾶς, ἀπὸ τὰ ἐργοστάσια, ἀπὸ τὰ χωριά. — [1100, 459, 1278, 488]
headline-d1b: ΑΣΤΟΥ ΠΟΛΙΤΕΥΤΟΥ — [585, 69, 731, 85]
article-date: Ἀπρίλης 1932 — [18, 659, 60, 669]
divider — [18, 332, 215, 333]
paragraph: Οἱ ἐργάτες οἰκοδόμοι τῶν Τρικκάλων βρίσκονται στὴν πιὸ ἄθλια κατάσταση. Ἀπὸ τοὺς 20-30 ἐργάτες ποὺ δουλεύουν, οἱ μισοὶ εἶναι ἄνεργοι καὶ οἱ ἄλλοι δουλεύουν 2-3 μέρες τὴ βδομάδα. — [757, 413, 916, 460]
paragraph: Τὸ νεφέλωμα τοῦ Χριστοῦ πάνω στὰ νερά (Μάρκος 6, 45 — 56) ἀναφέρεται καὶ σὲ ἄλλες παλιότερες θρησκεῖες τῆς Ἀνατολῆς. — [1115, 1257, 1355, 1276]
paragraph: Ὁ φτωχὸς ἀγρότης πρέπει νὰ ξέρει ποιοὶ εἶναι οἱ ἐχθροί του καὶ νὰ ὀργανωθεῖ γιὰ νὰ τοὺς ἀντιμετωπίσει. — [928, 442, 1087, 470]
subheading-opportunist-errors: ΤΑ ΟΠΠΟΡΤΟΥΝΙΣΤΙΚΑ ΜΑΣ ΛΑΘΗ — [414, 679, 558, 690]
divider — [1291, 68, 1471, 69]
paragraph: Μὲ τὴν ἄδεια τῆς οἰκονομικῆς κρίσης οἱ ἐργοδότες ἀρνοῦνται νὰ πληρώσουν καὶ τὰ βάρη στὴν πλάτη μας, γραμματοεισοδίους ὑποτιμήσεις, ἀλλὰ οἱ ὑπάλληλοι ἀποδέχτηκαν τὴν κ. λ. καὶ σύνολο ὑπαλλήλους. — [1100, 111, 1278, 148]
paragraph: Τὸ ἐργαζόμενο ἀγροτικὸ προλεταριάτο ζητάει ἀπὸ τὸ κόμμα νὰ ὀργανώσει αὐτοάμυνα. Ὅλες οἱ δυνάμεις δὲν θὰ πᾶνε χαμένες. Εἶναι ἀλληλέγγυο ὁ κόσμος. — [413, 281, 559, 318]
paragraph: Ὁ ἀναπληρωτὴς τῆς περιφέρειας μᾶς ἔγραψε πὼς ὁ ἐργολάβος κρατάει στὸ Β.Β. Ἀστὴ τῆς βιομηχανίας πολλοὺς ἐργάτες ἀπὸ τὸν Ἀρχιεργοστασιακὸ σύνδεσμο. — [228, 507, 400, 544]
headline-d1a: ΑΠΟΔΟΚΙΜΑΣΙΑ — [601, 54, 715, 70]
article-signature: Ἐπιτροπὴ — [886, 581, 916, 591]
headline-d3-pig-tax: 21,50 ΦΟΡΟ ΓΙΑ ΚΑΘΕ ΓΟΥΡΟΥΝΟΠΟΥΛΟ ΤΩΝ 50-60 ΔΡΑΧ. — [572, 407, 744, 434]
paragraph: Ἡ διεύθυνση ἀπαγορεύει κάθε συζήτηση μέσα στὸ ἐργοστάσιο καὶ ἀπολύει ὅποια ἐργάτρια τολμήσει νὰ διαμαρτυρηθεῖ γιὰ τὸ μεροκάματο. — [757, 311, 916, 349]
paragraph: Τὸ φύλλο πρέπει νὰ φτάνει σὲ κάθε ἐργάτη, σὲ κάθε φτωχὸ ἀγρότη. Ἡ διάδοση τοῦ «Ριζοσπάστη» εἶναι καθῆκον κάθε κομμουνιστῆ καὶ κάθε συνειδητοῦ ἐργάτη. — [1100, 420, 1278, 458]
headline-5: ΑΠΟΤΕΛΕΣΜΑΤΑ ΤΗΣ ΑΝΔΡΕΑΜΟΣΙΑΣ — [23, 758, 210, 770]
divider — [18, 754, 215, 755]
feature-column-2 — [287, 1221, 492, 1362]
paragraph: Στὴν καθόδο τοῦ Πολυτεχνείου οἱ ἐργάτες τῶν καπνομάγαζων ζήτησαν νὰ γίνει ἡ συγκέντρωσή τους στὸν τόπο τῆς δουλειᾶς. Ἡ ἀστυνομία ἀρνήθηκε καὶ τὸ ζήτημα τώρα πῆρε μεγάλη ἔκταση. — [228, 467, 400, 505]
headline-b2: ΠΡΕΠΕΙ ΝΑ ΟΡΓΑΝΩΘΟΥΜΕ — [228, 277, 400, 294]
headline-4: Η ΕΠΕΤΕΙΟΣ ΤΗΣ «ΕΛΕΥΘΕΡΙΑΣ» — [36, 686, 197, 698]
box-appeal-quote: «Ὅποιος ἀφήνει νὰ τὸν λιάβει κατὰ τοῦ πολὲ ἀπ' τὴν ἐργασία πρὸς χτὲς χωρὶς νὰ τὸ ἔχει βοηθήσει τὴν ὀργάνωσή του τὴν κηρύξη αὐτοῦ» — [1297, 245, 1465, 273]
paragraph: Ἠτὰν σκληρὰ χάλασε τῆς φυλακῆς ἡ νεκρικὴ στοίβα. Ποιὸς νὰ γίνει κατάλαβες τὸ φτωχὸ ξύλο. Στὶς κτίστες σὲ 10 ὧρες 10 ἡ πλήρη φυλακή, τοῦ ζῆ ἔξω ἀρώδειαν τὴν ὑπόγεια τοῦ μίσους. — [18, 572, 215, 609]
paragraph: Ὁ ἀγρότης ξέρει πιὰ ποιοὶ εἶναι οἱ ἐχθροί του καὶ ποιοὶ οἱ φίλοι του. Τὸ μάθημα ἦταν σκληρό, μὰ τὸ πῆρε. Τώρα ζητάει ὀργάνωση καὶ ἀγώνα. — [572, 230, 744, 259]
divider — [929, 187, 1088, 188]
feature-column-4 — [697, 1221, 902, 1362]
feature-column-3 — [492, 1221, 697, 1362]
paragraph: Οἱ ἐργάτες μὲ τὴ συμπαράσταση τῶν ἐπαγγελματιῶν ζητᾶνε τὴν κατάργηση τῶν φόρων στὰ εἴδη πρώτης ἀνάγκης καὶ τὴ μείωση τῶν ἐνοικίων. — [572, 334, 744, 372]
paragraph: Ἔτσι ὅλη ἡ ἱστορία τοῦ Χριστοῦ στηρίζεται μόνο στὰ Εὐαγγέλια, ποὺ γράφτηκαν ἀπὸ ἀνθρώπους ποὺ πίστευαν καὶ ἤθελαν νὰ πιστέψουν καὶ οἱ ἄλλοι. — [500, 1317, 690, 1344]
box-quote: (Ἀποφάσεις τοῦ 6ου Συνεδρίου τῆς Κ.Δ. γιὰ τὴν πάλη κατὰ τοῦ ἱμπεριαλιστικοῦ πολέμου — οἱ ἀποφάσεις αὐτὲς δημοσιεύονται στὸν «Ριζοσπάστη»). — [234, 579, 394, 615]
feature-title: ΕΖΗΣΕ ΑΡΑΓΕ Ο ΧΡΙΣΤΟΣ; — [84, 1159, 438, 1189]
article-date: Καρδίτσα, Ἀπρίλη — [757, 570, 811, 580]
paragraph: Πρῶτα γιὰ τὸ νοικοκυριὸ τους καὶ ὕστερα γιὰ τὸ λεφτὰ τῆς δουλειᾶς τους. Τελευταῖα οἱ καθόδες ἀναζητοῦν τὸν ἴδιο τὸν λαὸ γιὰ νὰ ἐξασφαλίσουν κομμάτι γῆς. Καὶ ἡ ἐπιστροφὴ στὴ βία. — [413, 447, 559, 494]
paragraph: Ἐδῶ κι' ἕξι μῆνες ἔγινε μιὰ μεγάλη διαμαρτυρία, γιατὶ οἱ ἐργοδότες πῆραν τὰ μέτρα τους ἐνάντια στοὺς ὀργανωμένους. — [1291, 163, 1471, 192]
divider — [18, 772, 215, 773]
imprint-note: ὑπεύθυνε τῆς σύνταξης, ἔκδοσης καὶ προϊσταμένος Τυπογραφείου: ΒΟΣΙΛΑΝΗ. Τυπογραφεῖα: Στοὰ Σιγγροῦ (θέσιον «Κεντρικόν»). — [18, 887, 215, 916]
article-signature: ΑΝΤΑΠΟΚΡΙΤΗΣ — [1031, 483, 1087, 493]
paragraph: Οἱ ὧρες δουλειᾶς εἶναι 10. Πολλὲς φορὲς ξεπερνοῦν τὶς δώδεκα, ὅταν ἡ παραγωγὴ τὸ ζητάει. Τὸ μεροκάματο φτάνει μόλις τὶς 25-30 δραχμές, ἐνῶ γιὰ τὶς ἀρχάριες εἶναι ἀκόμα μικρότερο. — [757, 193, 916, 241]
paragraph: Ἡ κατάσταση γιὰ τὸν ἐπαγγελματικὸ κόσμο τῆς Καρδίτσας εἶναι τραγική. Στὶς 14 μῆνες μὲ φόρους καὶ χρέη δὲν μποροῦν νὰ ζήσουν. — [572, 304, 744, 333]
masthead-rule-right — [1182, 27, 1582, 35]
box-appeal-quote: «Ὅποιος ἀφήνει νὰ ποδοπατηθεῖ ἡ ἐφημερίδα του ἀφήνει νὰ ποδοπατηθεῖ ἡ ζωή του. Ἡ ἐφημερίδα τῆς ἐργατιᾶς εἶναι τὸ πιὸ δυνατὸ ὅπλο στὸν ἀγώνα.» — [1106, 388, 1272, 416]
dateline-aikaterini: ΑΙΚΑΤΕΡΙΝΗ — [18, 294, 73, 305]
paragraph: σιό. Τέτοια καταγραφὴ ὁ Κυρήνιος δὲν ἔκανε οὔτε εἶχε λόγο γιὰ νὰ κάνει. Οἱ εὐαγγελιστὲς κάνουν μεταφύτευση καὶ τὰ ἱστορικὰ δεδομένα εἶναι ἀσαφῆ. — [295, 1220, 485, 1247]
headline-d1c: ΑΠ' ΤΟΥΣ ΦΤΩΧΟΥΣ ΑΓΡΟΤΕΣ — [593, 85, 723, 95]
box-war-resolution — [228, 549, 400, 620]
divider — [18, 537, 215, 539]
feature-subtitle: «Η θρησκεία είναι το όπιον του λαού» — [193, 1192, 329, 1202]
subcolumn-right — [922, 164, 1088, 590]
paragraph: Κάτω ἀπὸ τὰ εἴδη τῶν ἐργατῶν καὶ τὴν ἐξαθλίωση τῆς σημερινῆς κοινωνίας ἡ ἐργατικὴ τάξη παλεύει καὶ θὰ παλέψει μὲ τὴ δύναμή της καὶ τὴ βοήθεια τοῦ Κόμματος. — [228, 184, 400, 222]
article-date: Τρίκκαλα 19 Ἀπρίλη 1932 — [1291, 214, 1370, 224]
article-date: Πειραιᾶς, Ἀπρίλης — [228, 374, 284, 384]
paragraph: Μερικοὶ μ' αὐτὴ τὴν ὑπηρεσία ἀγωνιζόμαστε γιὰ προσωπικὰ μερικὰ συντάγματα ἐπιβάλλει ὅλο κι' ἕνα χρόνο ἀκόμη ἀνάλογα καὶ μάλιστα δίχως λύση, ποὺ εἶναι μικρὸ μέτρο τῶν ἀναγκῶν μας. — [1100, 150, 1278, 188]
article-date: Ἀπρίλης 1932 — [18, 264, 60, 274]
divider — [228, 93, 400, 94]
paragraph: Ἀλλὰ τὰ παιδόλευσα γιατὶ εἴμαστε ὅτι ἀναγνώριζε. Καὶ ἔτσι τὰ θεματικὰ μας γιὰ νὰ μὴν ράσουμε τέσσερις νὰ ὑπερασπίσουν τὰ δικαιώματά μας. — [18, 824, 215, 853]
paragraph: Ἐδῶ ἐπὶ Σιδηροκάστρου εἴμαστε ἄνεργοι 200 καὶ πάνω ἐργάτες καὶ κινδυνεύουμε νὰ πεθάνουμε ἀπὸ τὴν πεῖνα. Γι' αὐτὸ κινηθήκαμε καὶ ζητήσαμε νὰ μᾶς πάρουν γιὰ δουλειὰ στὰ καπνομάγαζα. Στὴν ἀρχὴ μᾶς ἔδωσαν ὑποσχέσεις καὶ μᾶς ἀπάντησαν ὅτι θὰ μᾶς πάρουν ὅλους. — [18, 166, 215, 213]
article-signature-role: χωρίας — [193, 524, 215, 534]
masthead — [18, 14, 1582, 50]
feature-attribution: ΜΑΡΞ — [245, 1203, 277, 1215]
paragraph: Σήμερα μὲ πρωτοβουλία τῶν βενιζελικῶν παραγόντων καὶ τοῦ βρώμικου πολιτικοῦ ἡ ἀστικὴ τάξη ἀνοίγει παράγοντας τὸ πεδίο συντονισμοῦ τῆς Νεολαίας, ἕνα νέο ὄργανο ποὺ θὰ βοηθήσει τὴν πολεμικὴ προπαγάνδα. — [228, 97, 400, 144]
dateline-kavala: ΚΑΒΑΛΑ — [18, 543, 57, 554]
headline-e3b: ΤΟΥ ΚΑΤΑΣΧΕΣΕ ΤΟ ΖΩΟ ΤΟΥ — [943, 174, 1073, 184]
paragraph: Ὅλη ἡ συγκέντρωση αὐτὴ ἀνεγνώρισε στὴν ὑποχώρηση ἕνα χρέος τῆς ὑποδεικτικῆς γραμματέως ἐπιτροπῆς τῆς ἐκτέλεσης τοῦ συλλόγου. Ἡ ὑποχρέωση ἀπὸ ἔγγραφα διαμορφώνεται καὶ ἡ καταγγελία τῆς διεύθυνσης στὴν ἐπιτροπὴ Ρωματά. — [18, 405, 215, 452]
article-signature: ΚΩΣΤΑΣ ΥΛΑΙΚΟΣ — [1411, 225, 1471, 235]
banner-worker-correspondence: ΕΡΓΑΤΙΚΕΣ ΑΝΤΑΠΟΚΡΙΣΕΙΣ — [18, 55, 215, 99]
paragraph: Περιμένουμε ὅτι θὰ γίνει κάποια ἐνέργεια μὲ τὴ βοήθεια τοῦ κόμματος ἐκτὸς ἀπὸ ὁ Γενικὸς ἐπιτροπὴ Γιάντζη, ἐπίσης μέλος τοῦ Ε.Ε.Ε. Ἔτσι οἱ ἐργάτες τὸν καλοῦν νὰ ἀποχωρήσει, κλείνοντας τὰ σκαμπὰ τοὺς προστατευόμενου του. — [18, 453, 215, 500]
banner-communists: ΟΙ ΚΟΜΜΟΥΝΙΣΤΕΣ ΚΑΙ ΟΙ ΚΑΘΟΔΕΣ — [413, 55, 559, 95]
paragraph: «Ὅσοι ἀργοῦ τὰ Ἑβραϊκὰ τῶν Χριστιανικῶν κειμένων ξέρουν ὅτι τὰ Εὐαγγέλια γράφτηκαν στὰ ἑλληνικά. — [910, 1220, 1100, 1238]
paragraph: Ἄλλο λοιπὸν γεγονός: ἡ ἡμέρα τῆς γέννησης. Ἡ 25η Δεκεμβρίου εἶναι ἡ ἑορτὴ τοῦ ἥλιου στὶς ρωμαϊκὲς θρησκεῖες. — [295, 1248, 485, 1267]
headline-e2-builders: Η ΚΑΤΑΣΤΑΣΗ ΤΩΝ ΕΡΓΑΤΩΝ ΟΙΚΟΔΟΜΩΝ — [757, 384, 916, 411]
headline-e4-agrofascists: ΠΟΙΟΙ ΕΙΝΑΙ ΟΙ ΑΓΡΟΤΟΦΑΣΙΣΤΕΣ — [929, 335, 1088, 352]
paragraph: Ἀλλὰ οἱ χαφιέδες καὶ οἱ ἐργοδότες κάνανε τὴ δουλειά τους. Ἐμεῖς ἡ μεγάλη πλειοψηφία τῶν ἀνέργων μείναμε ἀπ' ἔξω. — [18, 214, 215, 243]
